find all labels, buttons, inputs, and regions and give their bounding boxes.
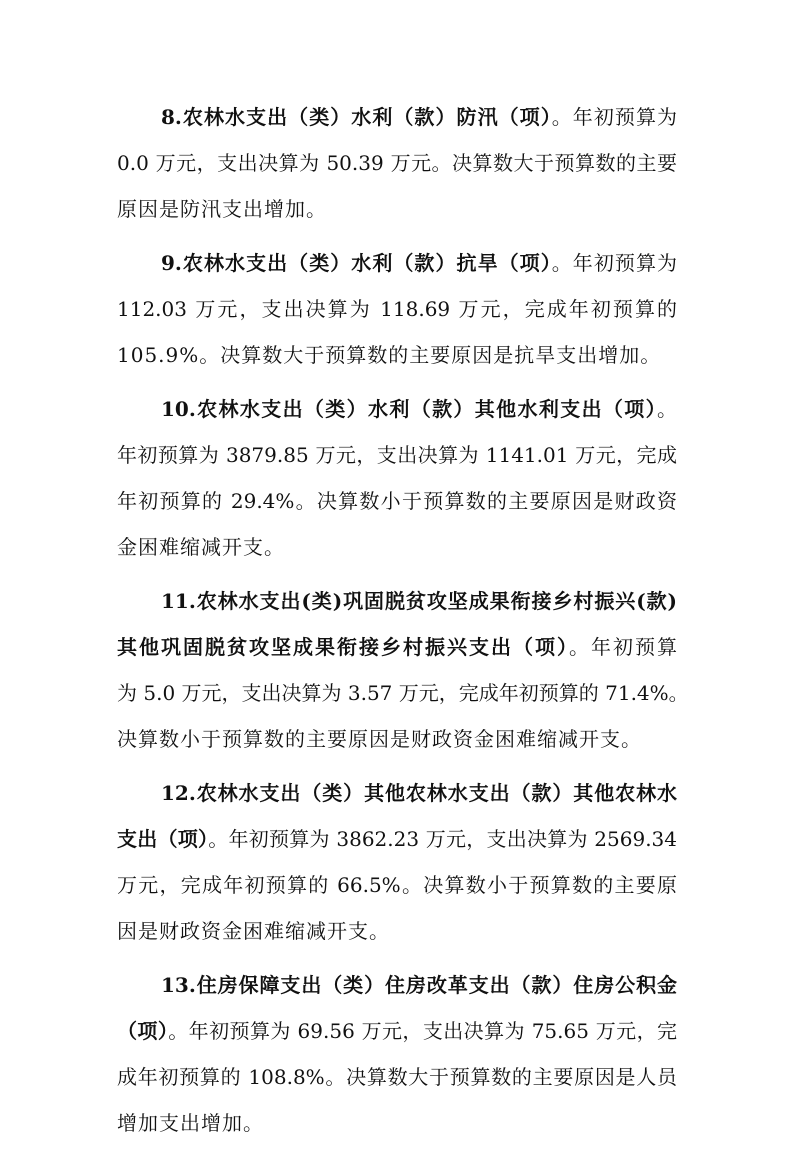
body-text: 年初预算的 29.4%。决算数小于预算数的主要原因是财政资 — [117, 489, 677, 513]
text-line — [117, 432, 677, 478]
item-heading: 8.农林水支出（类）水利（款）防汛（项） — [161, 105, 552, 129]
text-line — [117, 962, 677, 1008]
body-text: 为 5.0 万元，支出决算为 3.57 万元，完成年初预算的 71.4%。 — [117, 681, 689, 705]
text-line — [117, 816, 677, 862]
body-text: 0.0 万元，支出决算为 50.39 万元。决算数大于预算数的主要 — [117, 151, 677, 175]
text-line — [117, 478, 677, 524]
text-line — [117, 770, 677, 816]
item-heading-cont: 支出（项） — [117, 827, 209, 851]
body-text: 105.9%。决算数大于预算数的主要原因是抗旱支出增加。 — [117, 343, 662, 367]
text-line — [117, 716, 677, 762]
body-text: 。 — [657, 397, 677, 421]
body-text: 金困难缩减开支。 — [117, 535, 285, 559]
body-text: 。年初预算为 — [551, 251, 677, 275]
paragraph-item-10 — [117, 386, 677, 570]
item-heading-cont: （项） — [117, 1019, 169, 1043]
text-line — [117, 1100, 677, 1146]
paragraph-item-13 — [117, 962, 677, 1146]
text-line — [117, 186, 677, 232]
text-line — [117, 286, 677, 332]
body-text: 成年初预算的 108.8%。决算数大于预算数的主要原因是人员 — [117, 1065, 677, 1089]
text-line — [117, 94, 677, 140]
paragraph-item-12 — [117, 770, 677, 954]
item-heading: 9.农林水支出（类）水利（款）抗旱（项） — [161, 251, 552, 275]
item-heading: 13.住房保障支出（类）住房改革支出（款）住房公积金 — [161, 973, 677, 997]
body-text: 112.03 万元，支出决算为 118.69 万元，完成年初预算的 — [117, 297, 677, 321]
text-line — [117, 386, 677, 432]
paragraph-item-8 — [117, 94, 677, 232]
document-body — [117, 94, 689, 1154]
body-text: 。年初预算为 — [551, 105, 677, 129]
item-heading-cont: 其他巩固脱贫攻坚成果衔接乡村振兴支出（项） — [117, 635, 569, 659]
item-heading: 11.农林水支出(类)巩固脱贫攻坚成果衔接乡村振兴(款) — [161, 589, 677, 613]
body-text: 增加支出增加。 — [117, 1111, 264, 1135]
text-line — [117, 1008, 677, 1054]
item-heading: 12.农林水支出（类）其他农林水支出（款）其他农林水 — [161, 781, 677, 805]
body-text: 。年初预算 — [569, 635, 677, 659]
body-text: 万元，完成年初预算的 66.5%。决算数小于预算数的主要原 — [117, 873, 677, 897]
text-line — [117, 1054, 677, 1100]
item-heading: 10.农林水支出（类）水利（款）其他水利支出（项） — [161, 397, 657, 421]
text-line — [117, 624, 677, 670]
text-line — [117, 670, 689, 716]
body-text: 原因是防汛支出增加。 — [117, 197, 327, 221]
body-text: 决算数小于预算数的主要原因是财政资金困难缩减开支。 — [117, 727, 642, 751]
text-line — [117, 332, 677, 378]
body-text: 。年初预算为 3862.23 万元，支出决算为 2569.34 — [208, 827, 678, 851]
text-line — [117, 862, 677, 908]
paragraph-item-11 — [117, 578, 689, 762]
text-line — [117, 908, 677, 954]
body-text: 年初预算为 3879.85 万元，支出决算为 1141.01 万元，完成 — [117, 443, 677, 467]
paragraph-item-9 — [117, 240, 677, 378]
text-line — [117, 240, 677, 286]
body-text: 。年初预算为 69.56 万元，支出决算为 75.65 万元，完 — [168, 1019, 677, 1043]
text-line — [117, 578, 677, 624]
body-text: 因是财政资金困难缩减开支。 — [117, 919, 390, 943]
text-line — [117, 140, 677, 186]
text-line — [117, 524, 677, 570]
